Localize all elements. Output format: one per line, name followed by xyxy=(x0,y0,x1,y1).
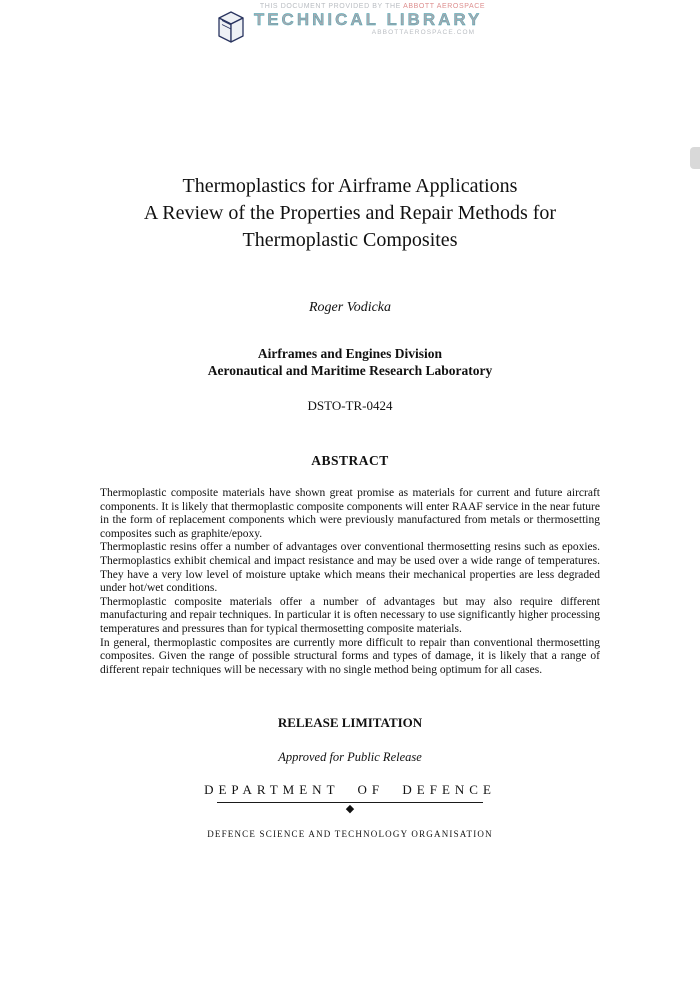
title-line-1: Thermoplastics for Airframe Applications xyxy=(182,175,518,197)
approval-statement: Approved for Public Release xyxy=(278,750,422,765)
division-block xyxy=(100,345,600,379)
library-title: TECHNICAL LIBRARY xyxy=(253,10,483,29)
library-header-text xyxy=(254,3,485,36)
abstract-paragraph: Thermoplastic resins offer a number of advantages over conventional thermosetting resins such as epoxies. Thermoplastics exhibit chemical and impact resistance and may be used over a wide range of temperatures. They have a very low level of moisture uptake which means their mechanical properties are less degraded under hot/wet conditions. xyxy=(100,541,600,595)
document-body xyxy=(100,173,600,839)
title-line-3: Thermoplastic Composites xyxy=(242,229,458,251)
abstract-text xyxy=(100,487,600,677)
abstract-heading: ABSTRACT xyxy=(311,453,389,468)
library-website: ABBOTTAEROSPACE.COM xyxy=(371,29,476,36)
abstract-paragraph: Thermoplastic composite materials have shown great promise as materials for current and future aircraft components. It is likely that thermoplastic composite components will enter RAAF service in the near future in the form of replacement components which were previously manufactured from metals or thermosetting composites such as graphite/epoxy. xyxy=(100,487,600,540)
provided-by-prefix: THIS DOCUMENT PROVIDED BY THE xyxy=(259,3,401,10)
abstract-paragraph: In general, thermoplastic composites are currently more difficult to repair than conventional thermosetting composites. Given the range of possible structural forms and types of damage, it is likely that a range of different repair techniques will be necessary with no single method being optimum for all cases. xyxy=(100,636,600,676)
division-line-2: Aeronautical and Maritime Research Laboratory xyxy=(207,363,493,378)
abstract-paragraph: Thermoplastic composite materials offer a number of advantages but may also require different manufacturing and repair techniques. In particular it is often necessary to use significantly higher processing temperatures and pressures than for typical thermosetting composite materials. xyxy=(100,595,600,635)
diamond-ornament-icon: ◆ xyxy=(345,803,355,816)
provided-by-line xyxy=(254,3,485,10)
book-logo-icon xyxy=(215,7,247,47)
title-line-2: A Review of the Properties and Repair Methods for xyxy=(143,202,557,224)
author-name: Roger Vodicka xyxy=(308,300,392,315)
library-header xyxy=(0,0,700,47)
department-of-defence: DEPARTMENT OF DEFENCE xyxy=(204,782,496,798)
organisation-name: DEFENCE SCIENCE AND TECHNOLOGY ORGANISATION xyxy=(207,829,493,840)
division-line-1: Airframes and Engines Division xyxy=(257,346,443,361)
document-title xyxy=(100,173,600,254)
page-edge-artifact xyxy=(690,147,700,169)
release-limitation-heading: RELEASE LIMITATION xyxy=(277,715,423,731)
report-number: DSTO-TR-0424 xyxy=(307,398,393,413)
brand-name: ABBOTT AEROSPACE xyxy=(403,3,486,10)
